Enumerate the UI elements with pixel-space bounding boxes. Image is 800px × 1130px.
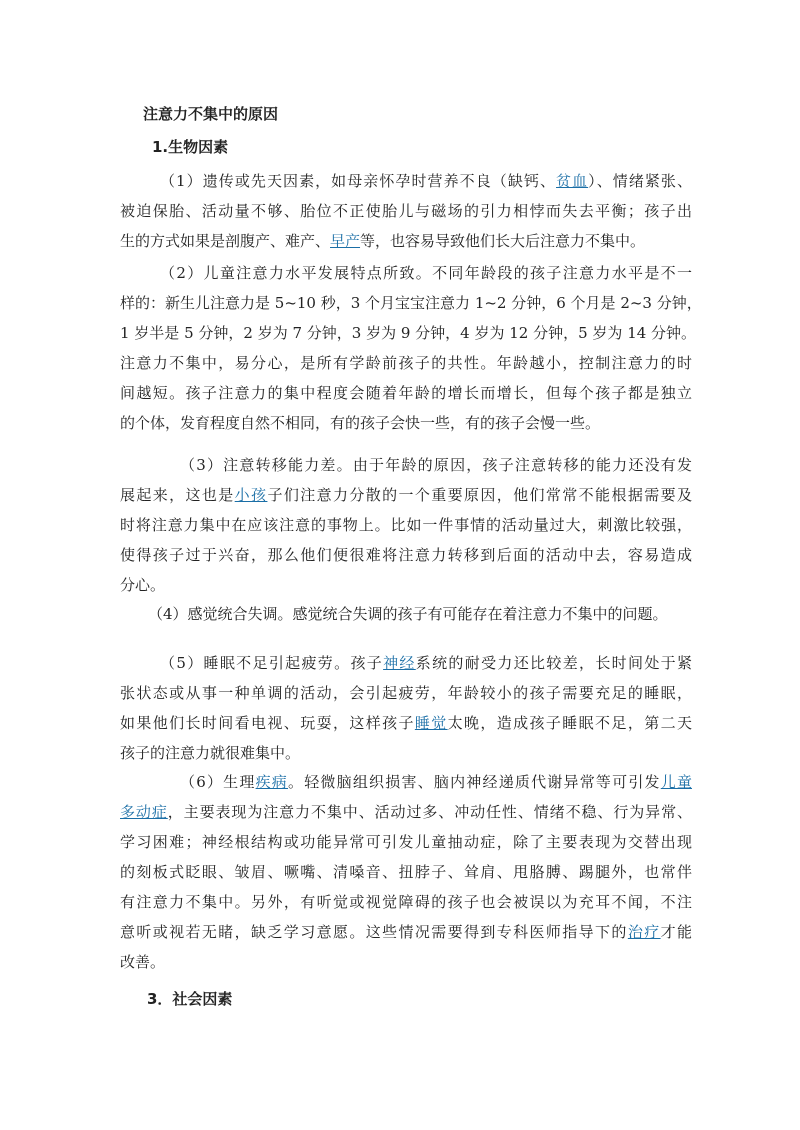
link-treatment[interactable]: 治疗	[627, 923, 661, 941]
paragraph-3	[120, 450, 692, 600]
text-line	[120, 797, 692, 827]
text-run: 太晚，造成孩子睡眠不足，第二天	[447, 714, 692, 732]
text-line: 学习困难；神经根结构或功能异常可引发儿童抽动症，除了主要表现为交替出现	[120, 833, 692, 851]
text-line	[120, 480, 692, 510]
paragraph-1	[120, 166, 692, 256]
paragraph-5	[120, 648, 692, 768]
text-line: 分心。	[120, 576, 166, 594]
text-line	[120, 917, 692, 947]
text-line: 使得孩子过于兴奋，那么他们便很难将注意力转移到后面的活动中去，容易造成	[120, 546, 692, 564]
text-line: 的刻板式眨眼、皱眉、噘嘴、清嗓音、扭脖子、耸肩、甩胳膊、踢腿外，也常伴	[120, 863, 692, 881]
link-child[interactable]: 小孩	[234, 486, 268, 504]
link-premature-birth[interactable]: 早产	[330, 232, 361, 250]
section-heading-social: 3．社会因素	[147, 990, 233, 1008]
text-run: 系统的耐受力还比较差，长时间处于紧	[415, 654, 692, 672]
paragraph-4	[120, 599, 692, 629]
text-run: 子们注意力分散的一个重要原因，他们常常不能根据需要及	[267, 486, 692, 504]
text-run: 意听或视若无睹，缺乏学习意愿。这些情况需要得到专科医师指导下的	[120, 923, 628, 941]
text-line: （4）感觉统合失调。感觉统合失调的孩子有可能存在着注意力不集中的问题。	[148, 605, 668, 623]
link-adhd-part1[interactable]: 儿童	[660, 773, 692, 791]
text-line: 张状态或从事一种单调的活动，会引起疲劳，年龄较小的孩子需要充足的睡眠，	[120, 684, 692, 702]
text-line: 注意力不集中，易分心，是所有学龄前孩子的共性。年龄越小，控制注意力的时	[120, 354, 692, 372]
text-run: （6）生理	[180, 773, 256, 791]
link-adhd-part2[interactable]: 多动症	[120, 803, 168, 821]
text-run: （5）睡眠不足引起疲劳。孩子	[160, 654, 384, 672]
text-line: 样的：新生儿注意力是 5~10 秒，3 个月宝宝注意力 1~2 分钟，6 个月是 2~3 分钟，	[120, 294, 702, 312]
text-line	[120, 708, 692, 738]
text-line: （3）注意转移能力差。由于年龄的原因，孩子注意转移的能力还没有发	[180, 456, 692, 474]
text-line	[120, 767, 692, 797]
text-run: 生的方式如果是剖腹产、难产、	[120, 232, 331, 250]
text-line: 的个体，发育程度自然不相同，有的孩子会快一些，有的孩子会慢一些。	[120, 414, 601, 432]
text-run: ）、情绪紧张、	[588, 172, 692, 190]
document-heading: 注意力不集中的原因	[143, 105, 279, 123]
text-line	[120, 166, 692, 196]
text-line: 时将注意力集中在应该注意的事物上。比如一件事情的活动量过大，刺激比较强，	[120, 516, 692, 534]
text-run: 。轻微脑组织损害、脑内神经递质代谢异常等可引发	[288, 773, 661, 791]
link-sleep[interactable]: 睡觉	[414, 714, 448, 732]
text-line: 被迫保胎、活动量不够、胎位不正使胎儿与磁场的引力相悖而失去平衡；孩子出	[120, 202, 692, 220]
text-run: 等，也容易导致他们长大后注意力不集中。	[360, 232, 646, 250]
text-line: 间越短。孩子注意力的集中程度会随着年龄的增长而增长，但每个孩子都是独立	[120, 384, 692, 402]
text-line: 孩子的注意力就很难集中。	[120, 744, 301, 762]
link-disease[interactable]: 疾病	[255, 773, 288, 791]
text-run: 如果他们长时间看电视、玩耍，这样孩子	[120, 714, 415, 732]
text-run: ，主要表现为注意力不集中、活动过多、冲动任性、情绪不稳、行为异常、	[167, 803, 692, 821]
section-heading-biological: 1.生物因素	[152, 138, 229, 156]
text-line: （2）儿童注意力水平发展特点所致。不同年龄段的孩子注意力水平是不一	[160, 264, 692, 282]
text-line: 改善。	[120, 953, 166, 971]
text-run: （1）遗传或先天因素，如母亲怀孕时营养不良（缺钙、	[160, 172, 557, 190]
link-nerve[interactable]: 神经	[383, 654, 416, 672]
link-anemia[interactable]: 贫血	[556, 172, 589, 190]
text-line	[120, 226, 692, 256]
text-line: 1 岁半是 5 分钟，2 岁为 7 分钟，3 岁为 9 分钟，4 岁为 12 分钟，5 岁为 14 分钟。	[120, 324, 697, 342]
text-run: 展起来，这也是	[120, 486, 235, 504]
text-line: 有注意力不集中。另外，有听觉或视觉障碍的孩子也会被误以为充耳不闻，不注	[120, 893, 692, 911]
paragraph-6	[120, 767, 692, 977]
text-run: 才能	[660, 923, 692, 941]
paragraph-2	[120, 258, 702, 438]
text-line	[120, 648, 692, 678]
